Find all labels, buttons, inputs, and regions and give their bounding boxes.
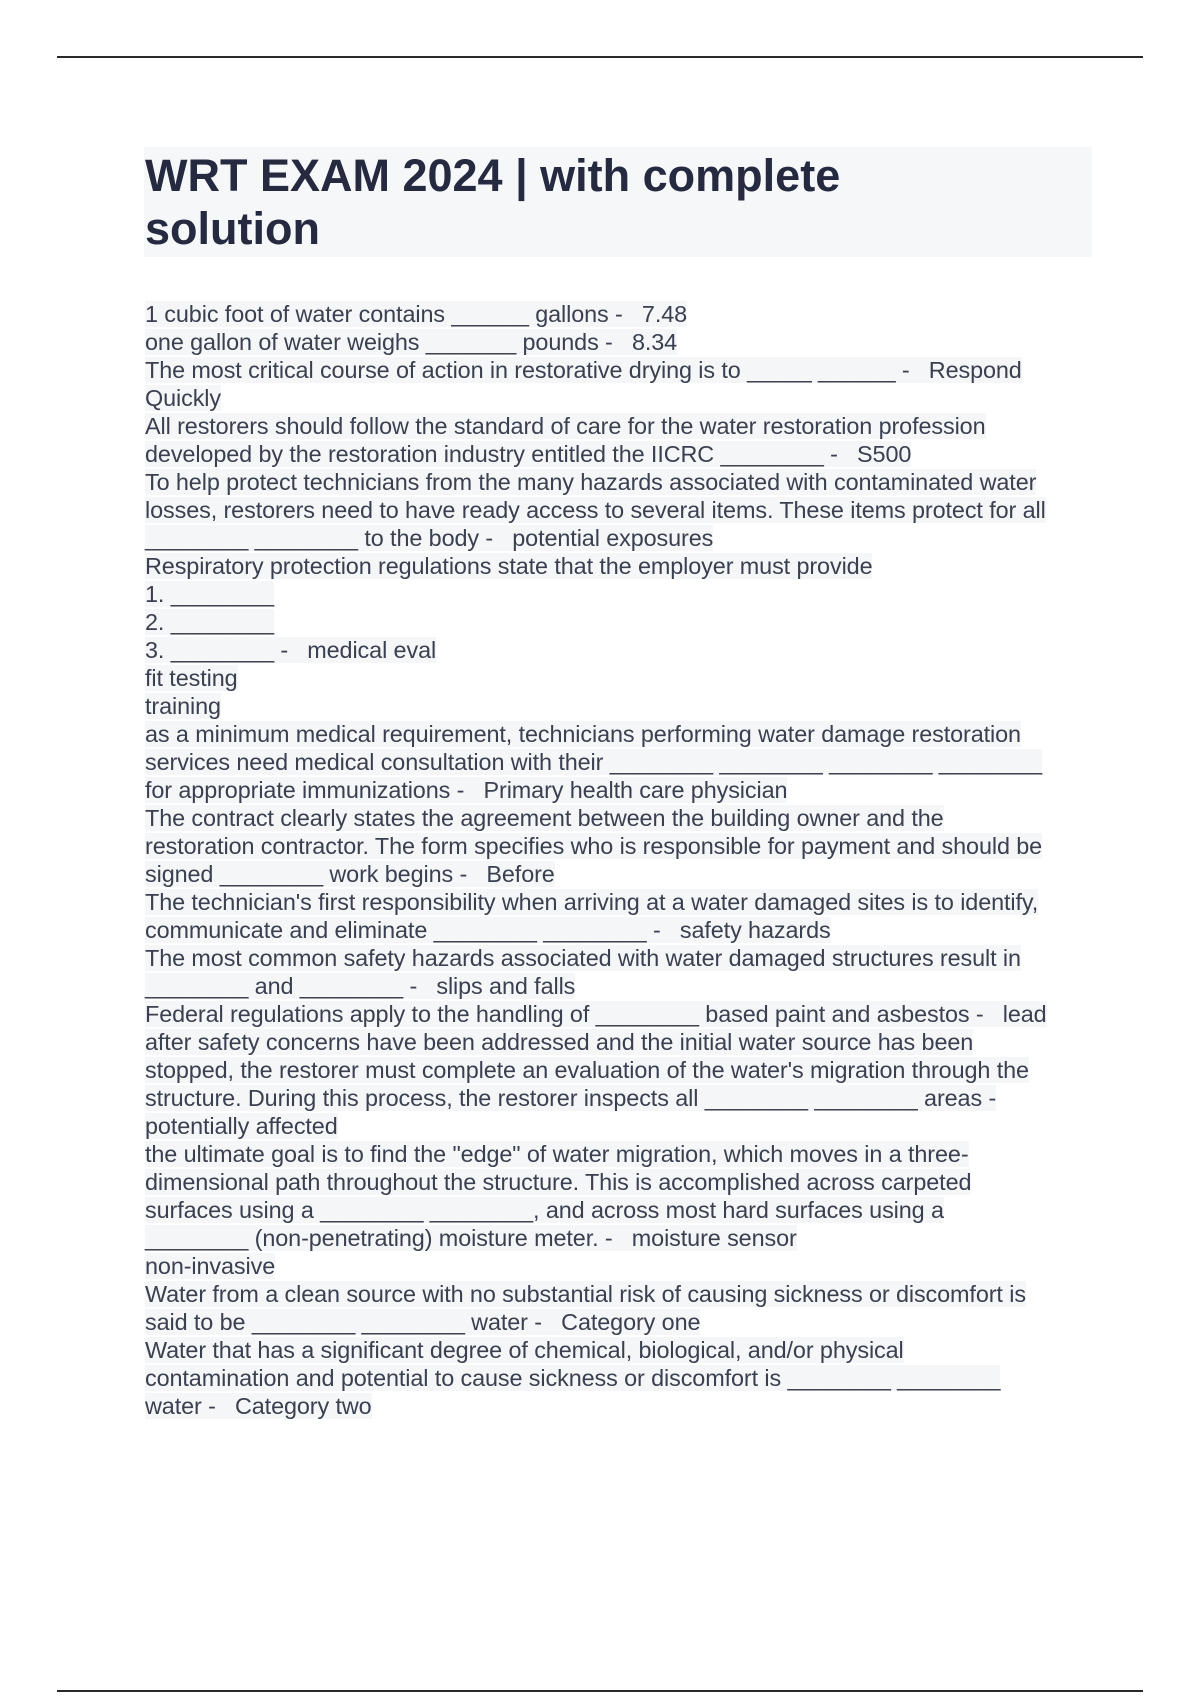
text-line-content: Federal regulations apply to the handling of ________ based paint and asbestos - lead xyxy=(145,1001,1047,1027)
text-line xyxy=(145,1056,1095,1084)
text-line-content: said to be ________ ________ water - Category one xyxy=(145,1309,701,1335)
text-line xyxy=(145,692,1095,720)
text-line xyxy=(145,1392,1095,1420)
text-line-content: 2. ________ xyxy=(145,609,274,635)
bottom-rule xyxy=(57,1690,1143,1692)
text-line xyxy=(145,944,1095,972)
text-line xyxy=(145,468,1095,496)
text-line xyxy=(145,496,1095,524)
text-line xyxy=(145,608,1095,636)
text-line-content: as a minimum medical requirement, technicians performing water damage restoration xyxy=(145,721,1021,747)
text-line xyxy=(145,972,1095,1000)
text-line-content: fit testing xyxy=(145,665,238,691)
text-line-content: potentially affected xyxy=(145,1113,338,1139)
title-line-1: WRT EXAM 2024 | with complete xyxy=(145,150,841,201)
question-answer-list xyxy=(145,300,1095,1420)
text-line-content: Water that has a significant degree of chemical, biological, and/or physical xyxy=(145,1337,904,1363)
text-line xyxy=(145,384,1095,412)
text-line xyxy=(145,916,1095,944)
text-line-content: All restorers should follow the standard of care for the water restoration profession xyxy=(145,413,986,439)
text-line xyxy=(145,1336,1095,1364)
document-title xyxy=(145,147,1092,255)
text-line-content: stopped, the restorer must complete an evaluation of the water's migration through the xyxy=(145,1057,1029,1083)
text-line xyxy=(145,720,1095,748)
text-line xyxy=(145,412,1095,440)
text-line-content: Quickly xyxy=(145,385,221,411)
text-line-content: the ultimate goal is to find the "edge" of water migration, which moves in a three- xyxy=(145,1141,969,1167)
text-line xyxy=(145,1308,1095,1336)
text-line xyxy=(145,804,1095,832)
text-line xyxy=(145,1028,1095,1056)
text-line-content: one gallon of water weighs _______ pounds - 8.34 xyxy=(145,329,678,355)
text-line xyxy=(145,748,1095,776)
text-line xyxy=(145,776,1095,804)
text-line-content: developed by the restoration industry entitled the IICRC ________ - S500 xyxy=(145,441,912,467)
text-line-content: communicate and eliminate ________ ________ - safety hazards xyxy=(145,917,831,943)
text-line-content: surfaces using a ________ ________, and across most hard surfaces using a xyxy=(145,1197,944,1223)
text-line xyxy=(145,1280,1095,1308)
text-line xyxy=(145,580,1095,608)
text-line xyxy=(145,1112,1095,1140)
text-line-content: dimensional path throughout the structure. This is accomplished across carpeted xyxy=(145,1169,972,1195)
text-line xyxy=(145,1168,1095,1196)
text-line xyxy=(145,356,1095,384)
text-line xyxy=(145,636,1095,664)
text-line xyxy=(145,1084,1095,1112)
text-line-content: structure. During this process, the restorer inspects all ________ ________ areas - xyxy=(145,1085,997,1111)
text-line-content: after safety concerns have been addressed and the initial water source has been xyxy=(145,1029,974,1055)
text-line xyxy=(145,300,1095,328)
text-line-content: ________ (non-penetrating) moisture meter. - moisture sensor xyxy=(145,1225,797,1251)
text-line-content: Respiratory protection regulations state that the employer must provide xyxy=(145,553,873,579)
text-line xyxy=(145,1252,1095,1280)
text-line-content: losses, restorers need to have ready access to several items. These items protect for all xyxy=(145,497,1046,523)
text-line xyxy=(145,440,1095,468)
text-line-content: services need medical consultation with their ________ ________ ________ ________ xyxy=(145,749,1043,775)
top-rule xyxy=(57,56,1143,58)
text-line-content: The technician's first responsibility when arriving at a water damaged sites is to identify, xyxy=(145,889,1039,915)
text-line-content: ________ and ________ - slips and falls xyxy=(145,973,576,999)
text-line xyxy=(145,888,1095,916)
text-line-content: restoration contractor. The form specifies who is responsible for payment and should be xyxy=(145,833,1043,859)
text-line xyxy=(145,524,1095,552)
text-line xyxy=(145,1196,1095,1224)
text-line-content: The most critical course of action in restorative drying is to _____ ______ - Respond xyxy=(145,357,1022,383)
text-line xyxy=(145,664,1095,692)
text-line-content: To help protect technicians from the many hazards associated with contaminated water xyxy=(145,469,1037,495)
text-line xyxy=(145,1140,1095,1168)
text-line xyxy=(145,1364,1095,1392)
text-line xyxy=(145,860,1095,888)
text-line xyxy=(145,1000,1095,1028)
text-line-content: The most common safety hazards associated with water damaged structures result in xyxy=(145,945,1021,971)
text-line xyxy=(145,328,1095,356)
text-line-content: The contract clearly states the agreement between the building owner and the xyxy=(145,805,944,831)
text-line-content: Water from a clean source with no substantial risk of causing sickness or discomfort is xyxy=(145,1281,1026,1307)
text-line-content: for appropriate immunizations - Primary health care physician xyxy=(145,777,788,803)
text-line-content: water - Category two xyxy=(145,1393,372,1419)
text-line-content: 1 cubic foot of water contains ______ gallons - 7.48 xyxy=(145,301,688,327)
title-block xyxy=(144,147,1092,257)
text-line-content: contamination and potential to cause sickness or discomfort is ________ ________ xyxy=(145,1365,1001,1391)
text-line xyxy=(145,1224,1095,1252)
text-line xyxy=(145,552,1095,580)
text-line xyxy=(145,832,1095,860)
text-line-content: non-invasive xyxy=(145,1253,276,1279)
text-line-content: training xyxy=(145,693,221,719)
text-line-content: 3. ________ - medical eval xyxy=(145,637,437,663)
text-line-content: ________ ________ to the body - potential exposures xyxy=(145,525,714,551)
text-line-content: signed ________ work begins - Before xyxy=(145,861,555,887)
title-line-2: solution xyxy=(145,203,320,254)
text-line-content: 1. ________ xyxy=(145,581,274,607)
